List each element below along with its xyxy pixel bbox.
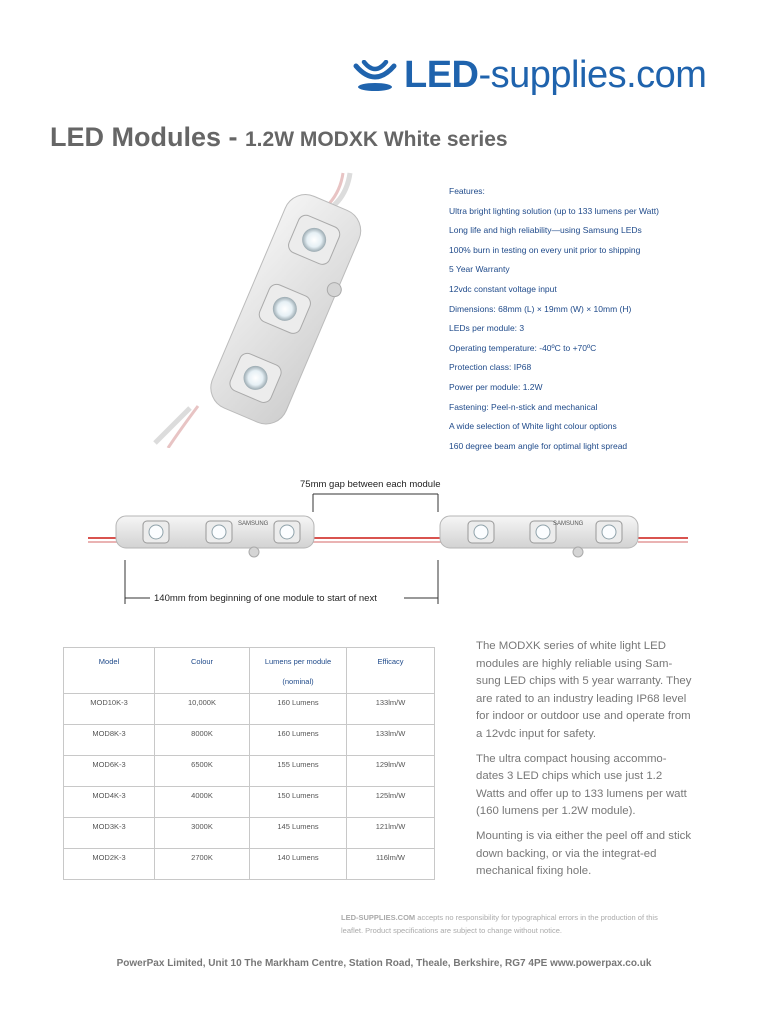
description-paragraph: The ultra compact housing accommo-dates 3 LED chips which use just 1.2 Watts and offer up to 133 lumens per watt (160 lumens per 1.2W module). [476,752,687,818]
feature-item: Dimensions: 68mm (L) × 19mm (W) × 10mm (H) [449,303,632,314]
cell-lumens: 140 Lumens [250,849,347,880]
feature-item: 100% burn in testing on every unit prior to shipping [449,244,641,255]
brand-logo [350,56,710,102]
product-photo [150,168,420,448]
cell-model: MOD3K-3 [64,818,155,849]
cell-model: MOD6K-3 [64,756,155,787]
logo-text: LED-supplies.com [404,54,707,96]
module-brand: SAMSUNG [553,521,584,527]
header-lumens: Lumens per module (nominal) [250,648,347,694]
header-colour: Colour [155,648,250,694]
cell-colour: 3000K [155,818,250,849]
cell-efficacy: 133lm/W [347,694,435,725]
cell-efficacy: 116lm/W [347,849,435,880]
feature-item: LEDs per module: 3 [449,323,525,334]
cell-colour: 4000K [155,787,250,818]
cell-colour: 2700K [155,849,250,880]
cell-efficacy: 125lm/W [347,787,435,818]
table-row [64,818,435,849]
module-brand: SAMSUNG [238,521,269,527]
feature-item: Fastening: Peel-n-stick and mechanical [449,401,598,412]
cell-lumens: 145 Lumens [250,818,347,849]
cell-colour: 10,000K [155,694,250,725]
feature-item: Ultra bright lighting solution (up to 133 lumens per Watt) [449,205,659,216]
disclaimer [341,911,681,937]
spacing-diagram [88,472,688,612]
cell-model: MOD4K-3 [64,787,155,818]
cell-model: MOD2K-3 [64,849,155,880]
title-subtitle: 1.2W MODXK White series [245,128,508,151]
feature-item: 160 degree beam angle for optimal light spread [449,440,628,451]
features-list [449,184,749,458]
title-main: LED Modules - [50,122,245,152]
disclaimer-text: accepts no responsibility for typographical errors in the production of this leaflet. Product specifications are subject to change without notice. [341,913,658,935]
spec-table [63,647,435,880]
page-title [50,122,508,153]
table-header-row [64,648,435,694]
cell-efficacy: 121lm/W [347,818,435,849]
pitch-label: 140mm from beginning of one module to start of next [154,593,377,604]
led-module [440,516,638,557]
cell-lumens: 160 Lumens [250,694,347,725]
feature-item: Protection class: IP68 [449,362,532,373]
table-row [64,849,435,880]
cell-efficacy: 129lm/W [347,756,435,787]
description-paragraph: The MODXK series of white light LED modules are highly reliable using Sam-sung LED chips with 5 year warranty. They are rated to an industry leading IP68 level for indoor or outdoor use and operate from a 12vdc input for safety. [476,640,692,740]
signal-wave-icon [350,60,400,94]
table-row [64,725,435,756]
cell-lumens: 160 Lumens [250,725,347,756]
cell-lumens: 155 Lumens [250,756,347,787]
disclaimer-brand: LED-SUPPLIES.COM [341,913,416,922]
description-paragraph: Mounting is via either the peel off and stick down backing, or via the integrat-ed mechanical fixing hole. [476,829,692,878]
cell-model: MOD8K-3 [64,725,155,756]
cell-lumens: 150 Lumens [250,787,347,818]
cell-colour: 6500K [155,756,250,787]
header-efficacy: Efficacy [347,648,435,694]
footer-address: PowerPax Limited, Unit 10 The Markham Centre, Station Road, Theale, Berkshire, RG7 4PE www.powerpax.co.uk [116,958,652,969]
feature-item: Long life and high reliability—using Samsung LEDs [449,225,642,236]
features-heading: Features: [449,186,485,196]
cell-efficacy: 133lm/W [347,725,435,756]
feature-item: 5 Year Warranty [449,264,510,275]
feature-item: A wide selection of White light colour options [449,421,617,432]
product-description [476,638,692,888]
led-module [116,516,314,557]
feature-item: Power per module: 1.2W [449,381,543,392]
cell-model: MOD10K-3 [64,694,155,725]
feature-item: Operating temperature: -40ºC to +70ºC [449,342,597,353]
cell-colour: 8000K [155,725,250,756]
header-model: Model [64,648,155,694]
feature-item: 12vdc constant voltage input [449,283,557,294]
table-row [64,787,435,818]
gap-label: 75mm gap between each module [300,479,441,490]
table-row [64,694,435,725]
table-row [64,756,435,787]
